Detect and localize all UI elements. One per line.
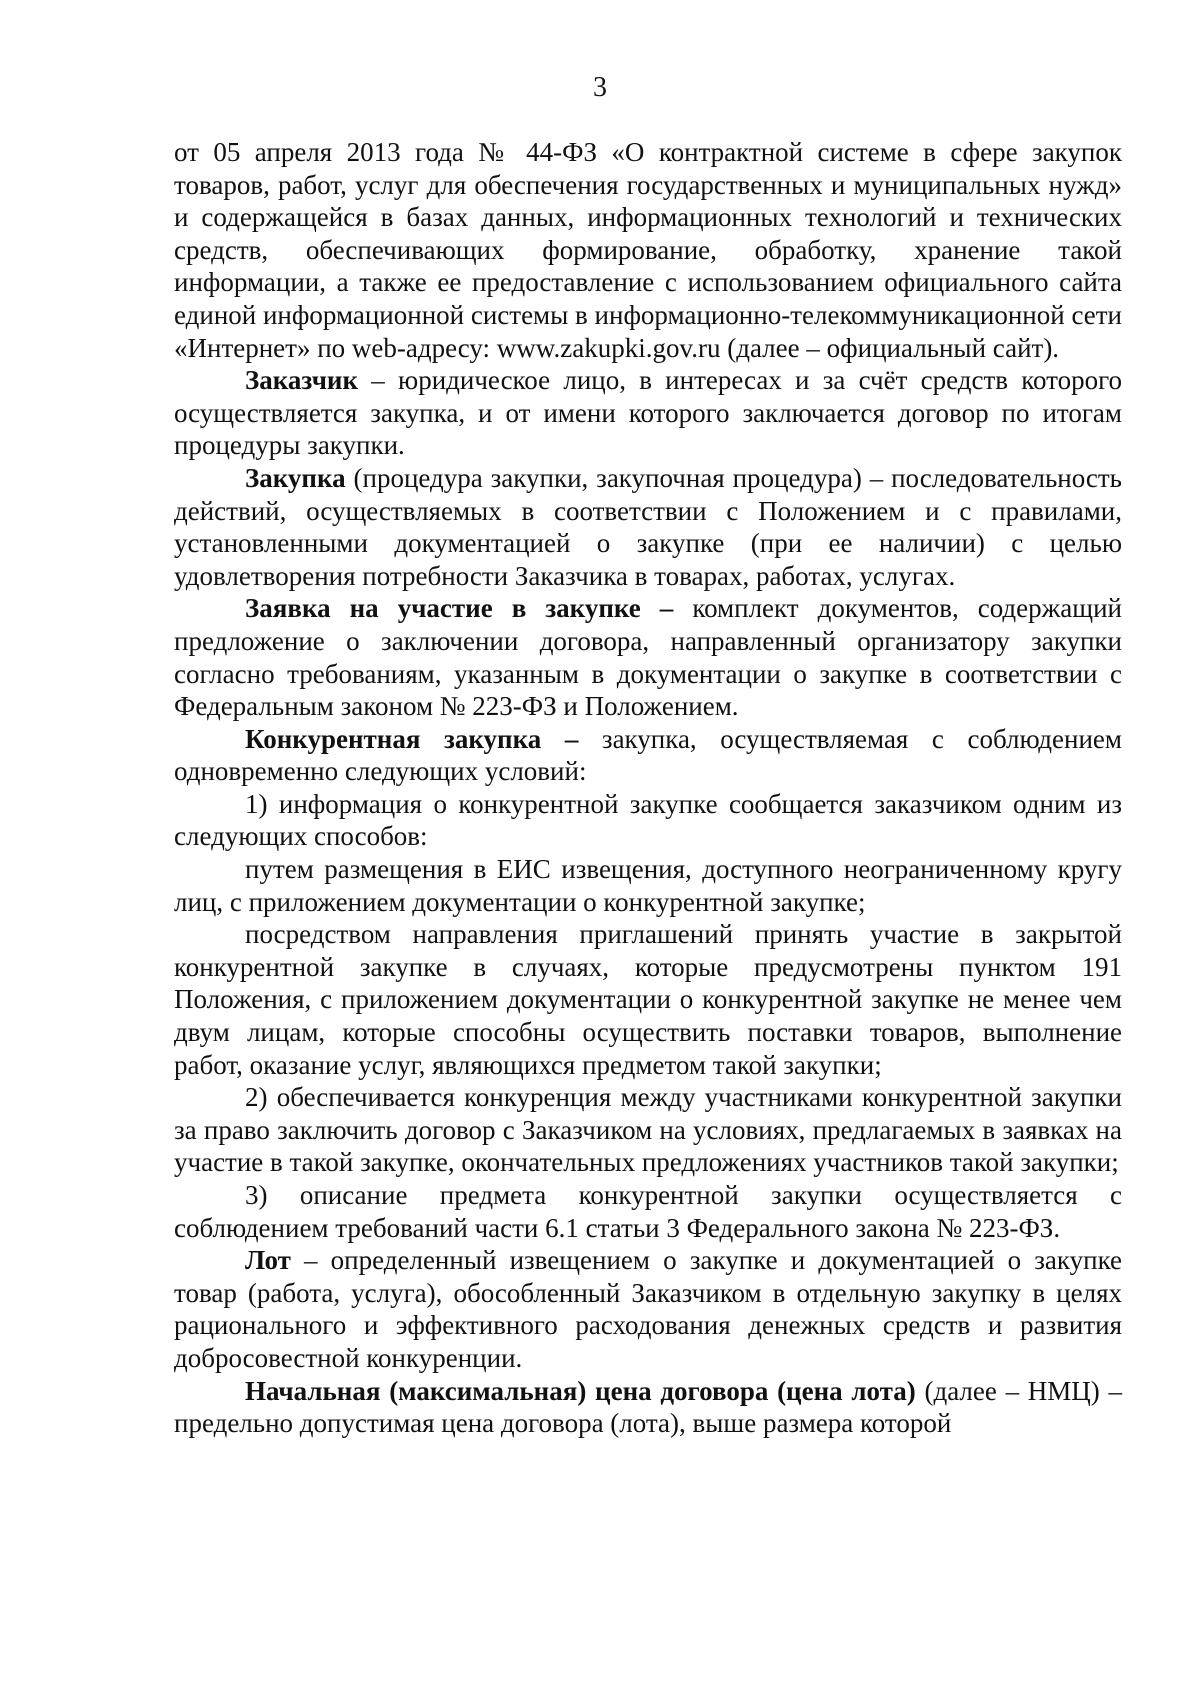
paragraph-text: путем размещения в ЕИС извещения, доступного неограниченному кругу лиц, с приложением документации о конкурентной закупке; bbox=[174, 854, 1122, 917]
term-konkurentnaya-zakupka: Конкурентная закупка – bbox=[245, 723, 579, 754]
condition-item-1 bbox=[174, 788, 1122, 853]
definition-text: – определенный извещением о закупке и документацией о закупке товар (работа, услуга), обособленный Заказчиком в отдельную закупку в целях рационального и эффективного расходования денежных средств и развития добросовестной конкуренции. bbox=[174, 1245, 1122, 1373]
term-zakupka: Закупка bbox=[245, 462, 346, 493]
definition-zakazchik bbox=[174, 364, 1122, 462]
paragraph-text: 2) обеспечивается конкуренция между участниками конкурентной закупки за право заключить договор с Заказчиком на условиях, предлагаемых в заявках на участие в такой закупке, окончательных предложениях участников такой закупки; bbox=[174, 1082, 1122, 1178]
condition-item-3 bbox=[174, 1179, 1122, 1244]
term-zayavka: Заявка на участие в закупке – bbox=[245, 593, 674, 624]
definition-text: закупка, осуществляемая с соблюдением одновременно следующих условий: bbox=[174, 723, 1122, 787]
definition-text: – юридическое лицо, в интересах и за счёт средств которого осуществляется закупка, и от имени которого заключается договор по итогам процедуры закупки. bbox=[174, 365, 1122, 461]
page-number: 3 bbox=[593, 72, 607, 103]
paragraph-text: посредством направления приглашений принять участие в закрытой конкурентной закупке в случаях, которые предусмотрены пунктом 191 Положения, с приложением документации о конкурентной закупке не менее чем двум лицам, которые способны осуществить поставки товаров, выполнение работ, оказание услуг, являющихся предметом такой закупки; bbox=[174, 919, 1122, 1080]
term-lot: Лот bbox=[245, 1245, 291, 1276]
term-zakazchik: Заказчик bbox=[245, 365, 359, 396]
definition-lot bbox=[174, 1244, 1122, 1374]
document-body bbox=[174, 136, 1122, 1440]
definition-zakupka bbox=[174, 462, 1122, 592]
definition-text: комплект документов, содержащий предложение о заключении договора, направленный организатору закупки согласно требованиям, указанным в документации о закупке в соответствии с Федеральным законом № 223-ФЗ и Положением. bbox=[174, 593, 1122, 722]
definition-nmc bbox=[174, 1375, 1122, 1440]
paragraph-text: 3) описание предмета конкурентной закупки осуществляется с соблюдением требований части 6.1 статьи 3 Федерального закона № 223-ФЗ. bbox=[174, 1180, 1122, 1243]
definition-text: (процедура закупки, закупочная процедура) – последовательность действий, осуществляемых в соответствии с Положением и с правилами, установленными документацией о закупке (при ее наличии) с целью удовлетворения потребности Заказчика в товарах, работах, услугах. bbox=[174, 462, 1122, 591]
term-nmc: Начальная (максимальная) цена договора (цена лота) bbox=[245, 1375, 916, 1406]
paragraph-ofitsialny-sait bbox=[174, 136, 1122, 364]
condition-method-eis bbox=[174, 853, 1122, 918]
definition-zayavka bbox=[174, 592, 1122, 722]
condition-item-2 bbox=[174, 1081, 1122, 1179]
paragraph-text: от 05 апреля 2013 года № 44-ФЗ «О контрактной системе в сфере закупок товаров, работ, услуг для обеспечения государственных и муниципальных нужд» и содержащейся в базах данных, информационных технологий и технических средств, обеспечивающих формирование, обработку, хранение такой информации, а также ее предоставление с использованием официального сайта единой информационной системы в информационно-телекоммуникационной сети «Интернет» по web-адресу: www.zakupki.gov.ru (далее – официальный сайт). bbox=[174, 137, 1122, 363]
definition-text: (далее – НМЦ) – предельно допустимая цена договора (лота), выше размера которой bbox=[174, 1375, 1122, 1439]
definition-konkurentnaya-zakupka bbox=[174, 723, 1122, 788]
paragraph-text: 1) информация о конкурентной закупке сообщается заказчиком одним из следующих способов: bbox=[174, 788, 1122, 852]
condition-method-invitations bbox=[174, 918, 1122, 1081]
